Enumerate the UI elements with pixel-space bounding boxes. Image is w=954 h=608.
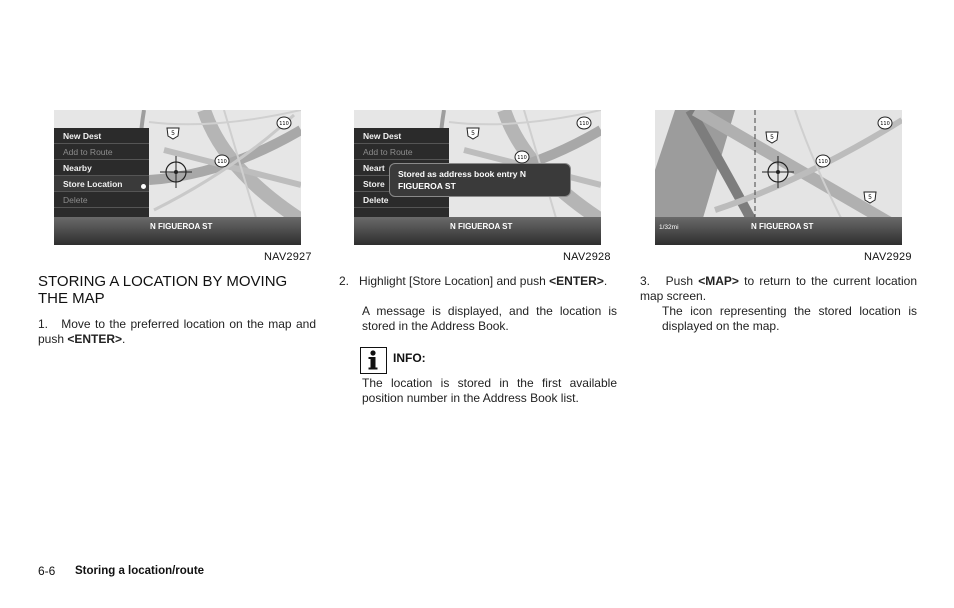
figure-label-2: NAV2928 (563, 251, 611, 263)
svg-text:110: 110 (579, 121, 589, 127)
step-text: Highlight [Store Location] and push (359, 274, 550, 288)
svg-text:110: 110 (279, 121, 289, 127)
svg-text:110: 110 (880, 121, 890, 127)
map-screenshot-3 (655, 110, 902, 245)
step-number: 1. (38, 317, 49, 331)
menu-item-add-to-route[interactable]: Add to Route (54, 144, 149, 160)
step-text: Move to the preferred location on the map and push (38, 317, 316, 347)
street-name: N FIGUEROA ST (450, 222, 513, 231)
menu-item-store-location[interactable]: Store Location (54, 176, 149, 192)
step-2: 2. Highlight [Store Location] and push <ENTER>. (339, 274, 608, 288)
step-text: Push (665, 274, 699, 288)
route-shield-icon (214, 154, 230, 168)
route-shield-icon (276, 116, 292, 130)
route-shield-icon (166, 126, 180, 140)
map-key: <MAP> (698, 274, 739, 288)
enter-key: <ENTER> (549, 274, 604, 288)
svg-text:5: 5 (868, 194, 872, 201)
svg-text:5: 5 (770, 134, 774, 141)
route-shield-icon (863, 190, 877, 204)
map-screenshot-1 (54, 110, 301, 245)
popup-line-2: FIGUEROA ST (398, 181, 456, 191)
route-shield-icon (877, 116, 893, 130)
route-shield-icon (576, 116, 592, 130)
selection-dot-icon (141, 184, 146, 189)
step-1: 1. Move to the preferred location on the map and push <ENTER>. (38, 317, 316, 347)
step-2-detail: A message is displayed, and the location is stored in the Address Book. (362, 304, 617, 334)
step-number: 2. (339, 274, 350, 288)
svg-text:110: 110 (517, 155, 527, 161)
svg-text:110: 110 (818, 159, 828, 165)
step-3: 3. Push <MAP> to return to the current location map screen. (640, 274, 917, 304)
street-name: N FIGUEROA ST (150, 222, 213, 231)
info-label: INFO: (393, 351, 426, 365)
section-heading: STORING A LOCATION BY MOVING THE MAP (38, 273, 288, 307)
info-text: The location is stored in the first available position number in the Address Book list. (362, 376, 617, 406)
street-name: N FIGUEROA ST (751, 222, 814, 231)
info-icon (360, 347, 387, 374)
svg-text:5: 5 (471, 130, 475, 137)
route-shield-icon (514, 150, 530, 164)
step-3-detail: The icon representing the stored location is displayed on the map. (662, 304, 917, 334)
footer-title: Storing a location/route (75, 565, 205, 577)
figure-label-3: NAV2929 (864, 251, 912, 263)
enter-key: <ENTER> (67, 332, 123, 347)
route-shield-icon (815, 154, 831, 168)
menu-item-new-dest[interactable]: New Dest (354, 128, 449, 144)
menu-item-nearby[interactable]: Neart (354, 160, 449, 176)
route-shield-icon (765, 130, 779, 144)
stored-message-popup (389, 163, 571, 197)
map-screenshot-2 (354, 110, 601, 245)
menu-item-delete[interactable]: Delete (354, 192, 449, 208)
page-number: 6-6 (38, 564, 56, 578)
route-shield-icon (466, 126, 480, 140)
menu-item-nearby[interactable]: Nearby (54, 160, 149, 176)
menu-item-store-location[interactable]: Store (354, 176, 449, 192)
menu-item-delete[interactable]: Delete (54, 192, 149, 208)
step-number: 3. (640, 274, 651, 288)
figure-label-1: NAV2927 (264, 251, 312, 263)
svg-text:5: 5 (171, 130, 175, 137)
menu-item-new-dest[interactable]: New Dest (54, 128, 149, 144)
popup-line-1: Stored as address book entry N (398, 169, 527, 179)
map-scale: 1/32mi (659, 224, 679, 231)
menu-item-add-to-route[interactable]: Add to Route (354, 144, 449, 160)
svg-text:110: 110 (217, 159, 227, 165)
